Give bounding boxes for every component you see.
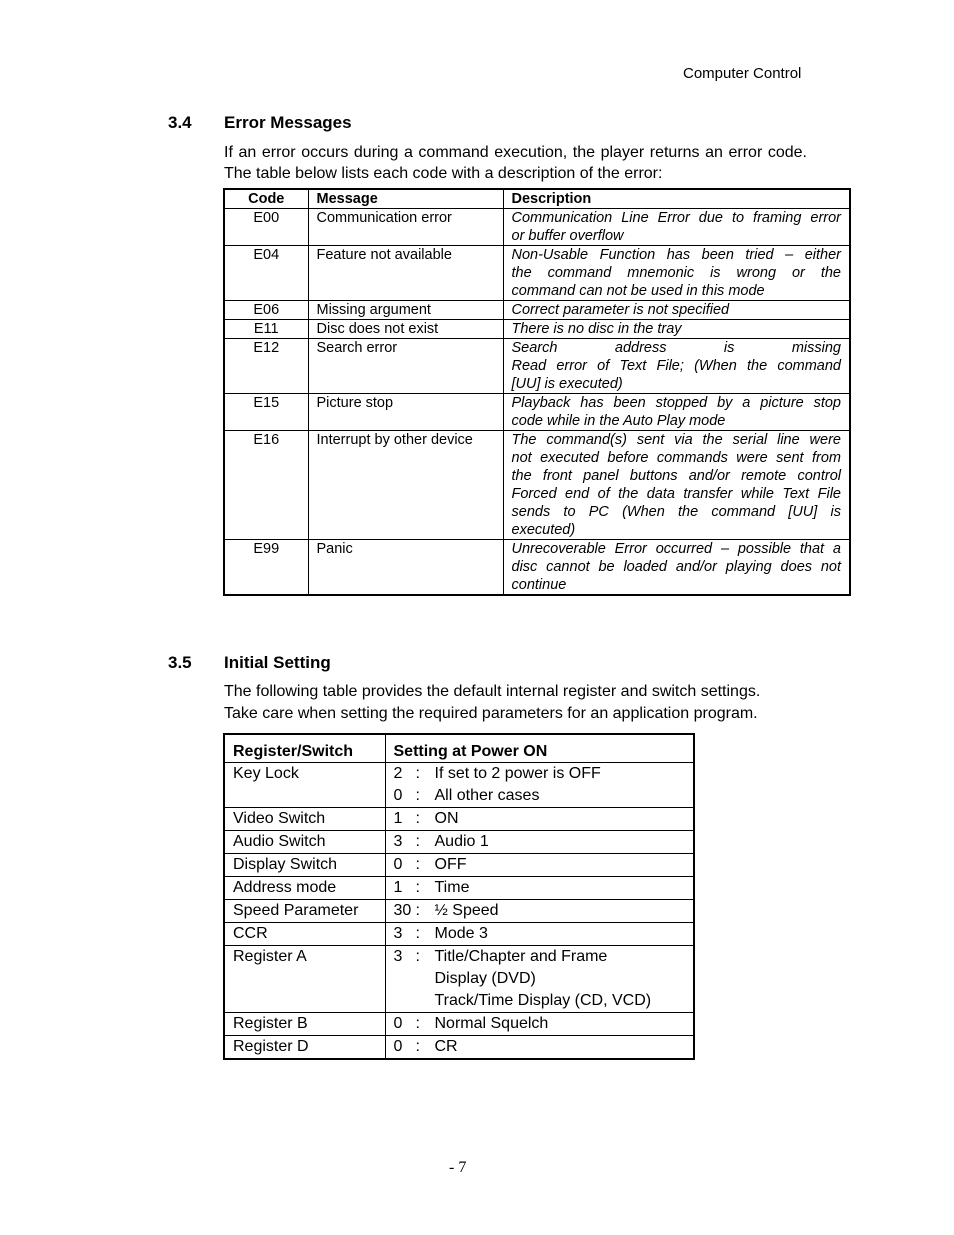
register-name-cell: Register A xyxy=(224,946,385,1013)
error-codes-table xyxy=(223,188,851,596)
setting-separator: : xyxy=(415,1015,420,1032)
initial-settings-table xyxy=(223,733,695,1060)
description-line: disc cannot be loaded and/or playing does not xyxy=(511,559,841,575)
init-col-setting-header: Setting at Power ON xyxy=(385,734,694,763)
error-code-cell: E04 xyxy=(224,246,308,301)
error-message-cell: Disc does not exist xyxy=(308,320,503,339)
error-description-cell xyxy=(503,431,850,540)
setting-text: Time xyxy=(434,879,470,896)
setting-line xyxy=(394,990,686,1012)
error-col-description-header: Description xyxy=(503,189,850,209)
error-table-header-row xyxy=(224,189,850,209)
error-table-row xyxy=(224,301,850,320)
setting-text: ½ Speed xyxy=(434,902,499,919)
setting-text: Mode 3 xyxy=(434,925,488,942)
description-line: Communication Line Error due to framing error xyxy=(511,210,841,226)
section-number-3-4: 3.4 xyxy=(168,113,192,132)
init-table-row xyxy=(224,923,694,946)
setting-text: Normal Squelch xyxy=(434,1015,549,1032)
error-intro-paragraph: If an error occurs during a command execution, the player returns an error code. The table below lists each code with a description of the error: xyxy=(224,144,807,182)
setting-number: 0 xyxy=(393,787,403,804)
error-description-cell xyxy=(503,246,850,301)
setting-separator: : xyxy=(415,902,420,919)
error-table-row xyxy=(224,209,850,246)
register-name-cell: Register B xyxy=(224,1013,385,1036)
init-table-row xyxy=(224,763,694,808)
description-line: Forced end of the data transfer while Text File xyxy=(511,486,841,502)
setting-number: 3 xyxy=(393,833,403,850)
error-table-row xyxy=(224,246,850,301)
setting-value-cell xyxy=(385,831,694,854)
setting-separator: : xyxy=(415,925,420,942)
description-line: code while in the Auto Play mode xyxy=(511,413,726,429)
error-message-cell: Picture stop xyxy=(308,394,503,431)
error-description-cell xyxy=(503,301,850,320)
setting-separator: : xyxy=(415,879,420,896)
setting-number: 2 xyxy=(393,765,403,782)
setting-number: 3 xyxy=(393,925,403,942)
error-description-cell xyxy=(503,540,850,596)
description-line: continue xyxy=(511,577,567,593)
error-message-cell: Panic xyxy=(308,540,503,596)
setting-separator xyxy=(416,990,435,1012)
setting-text: Title/Chapter and Frame xyxy=(434,948,608,965)
init-table-row xyxy=(224,854,694,877)
page-number: - 7 xyxy=(449,1159,467,1176)
init-col-register-header: Register/Switch xyxy=(224,734,385,763)
setting-line xyxy=(394,1036,686,1058)
register-name-cell: Address mode xyxy=(224,877,385,900)
register-name-cell: Speed Parameter xyxy=(224,900,385,923)
error-code-cell: E06 xyxy=(224,301,308,320)
setting-line xyxy=(394,968,686,990)
running-header: Computer Control xyxy=(683,65,802,82)
setting-number: 0 xyxy=(393,856,403,873)
setting-separator: : xyxy=(415,1038,420,1055)
error-table-row xyxy=(224,394,850,431)
setting-text: Audio 1 xyxy=(434,833,489,850)
register-name-cell: Display Switch xyxy=(224,854,385,877)
section-title-error-messages: Error Messages xyxy=(224,113,352,132)
setting-number: 1 xyxy=(393,879,403,896)
description-line: Playback has been stopped by a picture stop xyxy=(511,395,841,411)
description-line: not executed before commands were sent from xyxy=(511,450,841,466)
register-name-cell: Register D xyxy=(224,1036,385,1060)
error-code-cell: E15 xyxy=(224,394,308,431)
setting-line xyxy=(394,1013,686,1035)
setting-value-cell xyxy=(385,877,694,900)
description-line: executed) xyxy=(511,522,576,538)
description-line: Search address is missing xyxy=(511,340,841,356)
error-message-cell: Search error xyxy=(308,339,503,394)
error-code-cell: E00 xyxy=(224,209,308,246)
setting-text: If set to 2 power is OFF xyxy=(434,765,601,782)
section-number-3-5: 3.5 xyxy=(168,653,192,672)
setting-number: 3 xyxy=(393,948,403,965)
description-line: command can not be used in this mode xyxy=(511,283,765,299)
error-description-cell xyxy=(503,339,850,394)
intro-line: The following table provides the default internal register and switch settings. xyxy=(224,683,761,700)
setting-line xyxy=(394,831,686,853)
setting-line xyxy=(394,900,686,922)
description-line: [UU] is executed) xyxy=(511,376,623,392)
error-code-cell: E12 xyxy=(224,339,308,394)
setting-line xyxy=(394,808,686,830)
setting-separator: : xyxy=(415,856,420,873)
error-message-cell: Missing argument xyxy=(308,301,503,320)
error-message-cell: Communication error xyxy=(308,209,503,246)
setting-text: Track/Time Display (CD, VCD) xyxy=(434,992,652,1009)
setting-value-cell xyxy=(385,900,694,923)
error-description-cell xyxy=(503,209,850,246)
setting-text: Display (DVD) xyxy=(434,970,536,987)
setting-number xyxy=(394,990,416,1012)
setting-line xyxy=(394,923,686,945)
setting-number xyxy=(394,968,416,990)
error-description-cell xyxy=(503,394,850,431)
section-title-initial-setting: Initial Setting xyxy=(224,653,331,672)
setting-line xyxy=(394,877,686,899)
error-description-cell xyxy=(503,320,850,339)
intro-line: Take care when setting the required parameters for an application program. xyxy=(224,705,758,722)
setting-value-cell xyxy=(385,946,694,1013)
setting-line xyxy=(394,946,686,968)
init-table-row xyxy=(224,877,694,900)
setting-separator: : xyxy=(415,787,420,804)
initial-setting-intro xyxy=(224,681,824,725)
setting-value-cell xyxy=(385,1036,694,1060)
description-line: There is no disc in the tray xyxy=(511,321,682,337)
init-table-row xyxy=(224,808,694,831)
setting-text: ON xyxy=(434,810,459,827)
error-code-cell: E16 xyxy=(224,431,308,540)
setting-separator: : xyxy=(415,833,420,850)
setting-separator: : xyxy=(415,810,420,827)
description-line: the command mnemonic is wrong or the xyxy=(511,265,841,281)
init-table-header-row xyxy=(224,734,694,763)
init-table-row xyxy=(224,900,694,923)
init-table-row xyxy=(224,1013,694,1036)
init-table-row xyxy=(224,831,694,854)
setting-separator xyxy=(416,968,435,990)
setting-value-cell xyxy=(385,1013,694,1036)
error-table-row xyxy=(224,320,850,339)
setting-text: All other cases xyxy=(434,787,540,804)
description-line: the front panel buttons and/or remote control xyxy=(511,468,841,484)
setting-number: 0 xyxy=(393,1038,403,1055)
setting-number: 0 xyxy=(393,1015,403,1032)
setting-value-cell xyxy=(385,763,694,808)
init-table-row xyxy=(224,1036,694,1060)
init-table-row xyxy=(224,946,694,1013)
setting-number: 30 xyxy=(393,902,412,919)
error-table-row xyxy=(224,540,850,596)
register-name-cell: Key Lock xyxy=(224,763,385,808)
description-line: The command(s) sent via the serial line were xyxy=(511,432,841,448)
setting-text: OFF xyxy=(434,856,467,873)
setting-line xyxy=(394,763,686,785)
setting-line xyxy=(394,785,686,807)
error-col-message-header: Message xyxy=(308,189,503,209)
setting-value-cell xyxy=(385,808,694,831)
setting-text: CR xyxy=(434,1038,458,1055)
setting-number: 1 xyxy=(393,810,403,827)
description-line: Correct parameter is not specified xyxy=(511,302,730,318)
error-table-row xyxy=(224,431,850,540)
error-code-cell: E11 xyxy=(224,320,308,339)
setting-separator: : xyxy=(415,765,420,782)
error-message-cell: Feature not available xyxy=(308,246,503,301)
setting-separator: : xyxy=(415,948,420,965)
setting-line xyxy=(394,854,686,876)
register-name-cell: Video Switch xyxy=(224,808,385,831)
description-line: Read error of Text File; (When the command xyxy=(511,358,841,374)
error-message-cell: Interrupt by other device xyxy=(308,431,503,540)
description-line: sends to PC (When the command [UU] is xyxy=(511,504,841,520)
description-line: Unrecoverable Error occurred – possible that a xyxy=(511,541,841,557)
setting-value-cell xyxy=(385,923,694,946)
description-line: or buffer overflow xyxy=(511,228,624,244)
error-table-row xyxy=(224,339,850,394)
description-line: Non-Usable Function has been tried – either xyxy=(511,247,841,263)
register-name-cell: CCR xyxy=(224,923,385,946)
setting-value-cell xyxy=(385,854,694,877)
register-name-cell: Audio Switch xyxy=(224,831,385,854)
error-col-code-header: Code xyxy=(224,189,308,209)
error-code-cell: E99 xyxy=(224,540,308,596)
